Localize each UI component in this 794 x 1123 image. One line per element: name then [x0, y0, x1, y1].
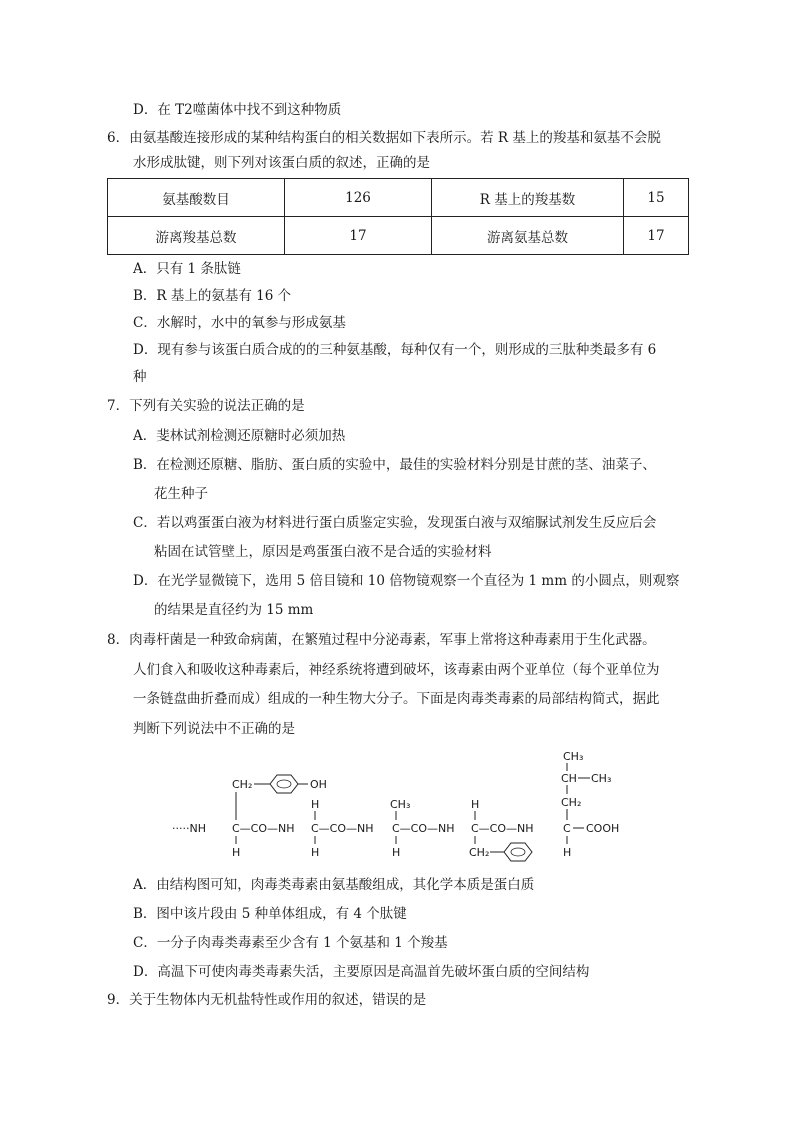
benzene-ring-icon [270, 775, 298, 793]
q6-stem-line-1: 6．由氨基酸连接形成的某种结构蛋白的相关数据如下表所示。若 R 基上的羧基和氨基不会脱 [107, 130, 661, 146]
structural-formula-diagram [170, 746, 630, 866]
formula-peptide-segment: C—CO—NH [471, 822, 534, 835]
formula-chain-start: ·····NH [172, 822, 206, 835]
q7-option-d-line-2: 的结果是直径约为 15 mm [154, 602, 314, 618]
q9-stem: 9．关于生物体内无机盐特性或作用的叙述，错误的是 [107, 992, 427, 1008]
q7-stem: 7．下列有关实验的说法正确的是 [107, 398, 305, 414]
table-cell: 17 [285, 217, 432, 255]
q5-option-d: D．在 T2噬菌体中找不到这种物质 [133, 102, 342, 118]
formula-ch2-label: CH₂ [469, 846, 490, 859]
table-cell: R 基上的羧基数 [432, 179, 624, 217]
q8-option-c: C．一分子肉毒类毒素至少含有 1 个氨基和 1 个羧基 [133, 935, 448, 951]
q8-stem-line-1: 8．肉毒杆菌是一种致命病菌，在繁殖过程中分泌毒素，军事上常将这种毒素用于生化武器。 [107, 632, 656, 648]
table-cell: 17 [624, 217, 689, 255]
formula-ch3-label: CH₃ [390, 798, 411, 811]
formula-h-label: H [563, 846, 572, 859]
q6-option-a: A．只有 1 条肽链 [133, 261, 241, 277]
q8-option-d: D．高温下可使肉毒类毒素失活，主要原因是高温首先破坏蛋白质的空间结构 [133, 964, 590, 980]
table-cell: 15 [624, 179, 689, 217]
formula-oh-label: OH [310, 778, 327, 791]
q7-option-c-line-2: 粘固在试管壁上，原因是鸡蛋蛋白液不是合适的实验材料 [154, 544, 492, 560]
formula-ch-label: CH [561, 772, 577, 785]
amino-acid-data-table [107, 178, 689, 255]
formula-ch3-label: CH₃ [591, 772, 612, 785]
table-cell: 126 [285, 179, 432, 217]
formula-ch3-label: CH₃ [563, 750, 584, 763]
table-cell: 氨基酸数目 [108, 179, 285, 217]
q7-option-c-line-1: C．若以鸡蛋蛋白液为材料进行蛋白质鉴定实验，发现蛋白液与双缩脲试剂发生反应后会 [133, 515, 657, 531]
formula-peptide-segment: C—CO—NH [232, 822, 295, 835]
q6-option-d-line-1: D．现有参与该蛋白质合成的的三种氨基酸，每种仅有一个，则形成的三肽种类最多有 6 [133, 342, 657, 358]
formula-h-label: H [232, 846, 241, 859]
formula-h-label: H [311, 846, 320, 859]
q8-stem-line-3: 一条链盘曲折叠而成）组成的一种生物大分子。下面是肉毒类毒素的局部结构简式，据此 [133, 691, 660, 707]
q7-option-a: A．斐林试剂检测还原糖时必须加热 [133, 428, 346, 444]
q7-option-b-line-1: B．在检测还原糖、脂肪、蛋白质的实验中，最佳的实验材料分别是甘蔗的茎、油菜子、 [133, 457, 656, 473]
q6-stem-line-2: 水形成肽键，则下列对该蛋白质的叙述，正确的是 [133, 155, 430, 171]
q8-option-a: A．由结构图可知，肉毒类毒素由氨基酸组成，其化学本质是蛋白质 [133, 877, 535, 893]
botulinum-toxin-structural-formula [170, 746, 630, 866]
q8-stem-line-2: 人们食入和吸收这种毒素后，神经系统将遭到破坏，该毒素由两个亚单位（每个亚单位为 [133, 662, 660, 678]
benzene-ring-icon [504, 843, 532, 861]
formula-peptide-segment: C—CO—NH [311, 822, 374, 835]
q8-stem-line-4: 判断下列说法中不正确的是 [133, 721, 295, 737]
q6-option-d-line-2: 种 [133, 369, 147, 385]
formula-ch2-label: CH₂ [561, 796, 582, 809]
benzene-ring-inner-icon [511, 848, 525, 856]
q6-option-c: C．水解时，水中的氧参与形成氨基 [133, 315, 346, 331]
formula-alpha-c: C [563, 822, 571, 835]
table-cell: 游离羧基总数 [108, 217, 285, 255]
formula-ch2-label: CH₂ [232, 778, 253, 791]
formula-cooh-label: COOH [586, 822, 620, 835]
q8-option-b: B．图中该片段由 5 种单体组成，有 4 个肽键 [133, 906, 407, 922]
table-cell: 游离氨基总数 [432, 217, 624, 255]
table-row [108, 179, 689, 217]
q7-option-d-line-1: D．在光学显微镜下，选用 5 倍目镜和 10 倍物镜观察一个直径为 1 mm 的小圆点，则观察 [133, 573, 680, 589]
q6-option-b: B．R 基上的氨基有 16 个 [133, 288, 292, 304]
formula-h-label: H [392, 846, 401, 859]
q7-option-b-line-2: 花生种子 [154, 486, 208, 502]
formula-h-label: H [471, 798, 480, 811]
formula-h-label: H [311, 798, 320, 811]
benzene-ring-inner-icon [277, 780, 291, 788]
formula-peptide-segment: C—CO—NH [392, 822, 455, 835]
table-row [108, 217, 689, 255]
